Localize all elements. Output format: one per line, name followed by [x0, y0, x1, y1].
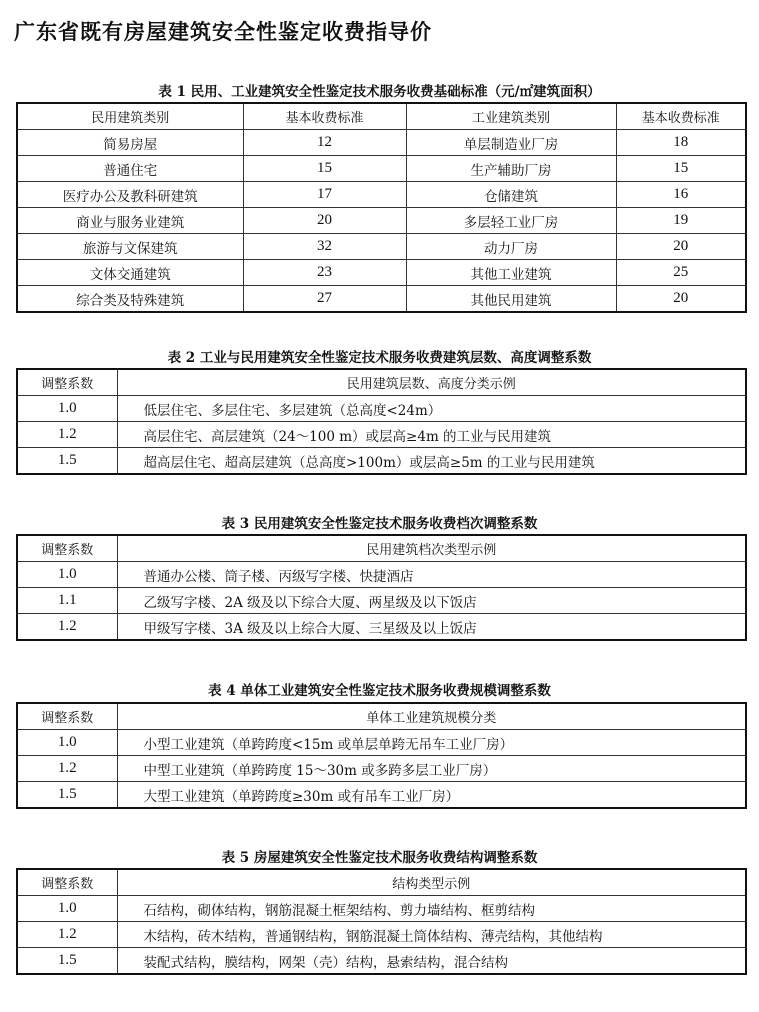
table-cell: 高层住宅、高层建筑（24～100 m）或层高≥4m 的工业与民用建筑 — [117, 422, 746, 448]
table-cell: 商业与服务业建筑 — [17, 208, 243, 234]
table3-header-cell: 调整系数 — [17, 535, 117, 562]
table5-header-row — [17, 869, 746, 896]
table3-caption: 表 3 民用建筑安全性鉴定技术服务收费档次调整系数 — [221, 516, 538, 532]
table2 — [16, 368, 747, 475]
table-cell: 甲级写字楼、3A 级及以上综合大厦、三星级及以上饭店 — [117, 614, 746, 641]
table-row — [17, 948, 746, 975]
table3 — [16, 534, 747, 641]
table-cell: 1.2 — [17, 422, 117, 448]
table-row — [17, 156, 746, 182]
table4-header-cell: 单体工业建筑规模分类 — [117, 703, 746, 730]
table-cell: 多层轻工业厂房 — [406, 208, 616, 234]
table-row — [17, 234, 746, 260]
table5-caption: 表 5 房屋建筑安全性鉴定技术服务收费结构调整系数 — [221, 850, 538, 866]
table-row — [17, 182, 746, 208]
page-title: 广东省既有房屋建筑安全性鉴定收费指导价 — [14, 20, 432, 44]
table-cell: 动力厂房 — [406, 234, 616, 260]
table3-header-cell: 民用建筑档次类型示例 — [117, 535, 746, 562]
table-cell: 旅游与文保建筑 — [17, 234, 243, 260]
table-cell: 23 — [243, 260, 406, 286]
table4-header-cell: 调整系数 — [17, 703, 117, 730]
table-cell: 其他工业建筑 — [406, 260, 616, 286]
table-cell: 仓储建筑 — [406, 182, 616, 208]
table-cell: 中型工业建筑（单跨跨度 15～30m 或多跨多层工业厂房） — [117, 756, 746, 782]
table-cell: 普通住宅 — [17, 156, 243, 182]
table-cell: 17 — [243, 182, 406, 208]
table-cell: 15 — [243, 156, 406, 182]
table-row — [17, 614, 746, 641]
table-cell: 木结构，砖木结构，普通钢结构，钢筋混凝土筒体结构、薄壳结构，其他结构 — [117, 922, 746, 948]
table-cell: 超高层住宅、超高层建筑（总高度>100m）或层高≥5m 的工业与民用建筑 — [117, 448, 746, 475]
table2-header-cell: 民用建筑层数、高度分类示例 — [117, 369, 746, 396]
table1 — [16, 102, 747, 313]
table-cell: 其他民用建筑 — [406, 286, 616, 313]
table-cell: 1.2 — [17, 922, 117, 948]
table1-caption: 表 1 民用、工业建筑安全性鉴定技术服务收费基础标准（元/㎡建筑面积） — [158, 84, 601, 100]
table-cell: 普通办公楼、筒子楼、丙级写字楼、快捷酒店 — [117, 562, 746, 588]
table-cell: 32 — [243, 234, 406, 260]
table-cell: 1.0 — [17, 396, 117, 422]
table-row — [17, 588, 746, 614]
table-cell: 小型工业建筑（单跨跨度<15m 或单层单跨无吊车工业厂房） — [117, 730, 746, 756]
table-cell: 19 — [616, 208, 746, 234]
table2-header-row — [17, 369, 746, 396]
table-cell: 石结构，砌体结构，钢筋混凝土框架结构、剪力墙结构、框剪结构 — [117, 896, 746, 922]
table-cell: 综合类及特殊建筑 — [17, 286, 243, 313]
table1-header-cell: 基本收费标准 — [243, 103, 406, 130]
table4-header-row — [17, 703, 746, 730]
table-cell: 20 — [243, 208, 406, 234]
table-cell: 15 — [616, 156, 746, 182]
table-cell: 20 — [616, 234, 746, 260]
table-cell: 低层住宅、多层住宅、多层建筑（总高度<24m） — [117, 396, 746, 422]
table5-header-cell: 结构类型示例 — [117, 869, 746, 896]
table1-header-row — [17, 103, 746, 130]
table1-header-cell: 工业建筑类别 — [406, 103, 616, 130]
table-row — [17, 208, 746, 234]
table-cell: 文体交通建筑 — [17, 260, 243, 286]
table5-header-cell: 调整系数 — [17, 869, 117, 896]
table-cell: 简易房屋 — [17, 130, 243, 156]
table-cell: 装配式结构，膜结构，网架（壳）结构，悬索结构，混合结构 — [117, 948, 746, 975]
table-row — [17, 896, 746, 922]
table-cell: 12 — [243, 130, 406, 156]
table-cell: 1.0 — [17, 730, 117, 756]
table2-caption: 表 2 工业与民用建筑安全性鉴定技术服务收费建筑层数、高度调整系数 — [167, 350, 592, 366]
table-cell: 16 — [616, 182, 746, 208]
table-row — [17, 286, 746, 313]
table4 — [16, 702, 747, 809]
table-row — [17, 922, 746, 948]
table-cell: 单层制造业厂房 — [406, 130, 616, 156]
table-cell: 医疗办公及教科研建筑 — [17, 182, 243, 208]
table-cell: 18 — [616, 130, 746, 156]
table-row — [17, 260, 746, 286]
table-cell: 1.0 — [17, 562, 117, 588]
table-row — [17, 730, 746, 756]
table-cell: 乙级写字楼、2A 级及以下综合大厦、两星级及以下饭店 — [117, 588, 746, 614]
table-cell: 1.5 — [17, 948, 117, 975]
table-cell: 1.0 — [17, 896, 117, 922]
table-cell: 1.2 — [17, 756, 117, 782]
table-cell: 27 — [243, 286, 406, 313]
table-cell: 大型工业建筑（单跨跨度≥30m 或有吊车工业厂房） — [117, 782, 746, 809]
table-row — [17, 396, 746, 422]
table1-header-cell: 民用建筑类别 — [17, 103, 243, 130]
table-row — [17, 448, 746, 475]
table3-header-row — [17, 535, 746, 562]
table-cell: 20 — [616, 286, 746, 313]
table4-caption: 表 4 单体工业建筑安全性鉴定技术服务收费规模调整系数 — [208, 683, 551, 699]
table2-header-cell: 调整系数 — [17, 369, 117, 396]
table-cell: 25 — [616, 260, 746, 286]
table-row — [17, 422, 746, 448]
table-row — [17, 782, 746, 809]
table1-header-cell: 基本收费标准 — [616, 103, 746, 130]
table-cell: 生产辅助厂房 — [406, 156, 616, 182]
table-cell: 1.5 — [17, 448, 117, 475]
table-row — [17, 562, 746, 588]
table-cell: 1.1 — [17, 588, 117, 614]
table-cell: 1.5 — [17, 782, 117, 809]
table-cell: 1.2 — [17, 614, 117, 641]
table-row — [17, 756, 746, 782]
table5 — [16, 868, 747, 975]
table-row — [17, 130, 746, 156]
